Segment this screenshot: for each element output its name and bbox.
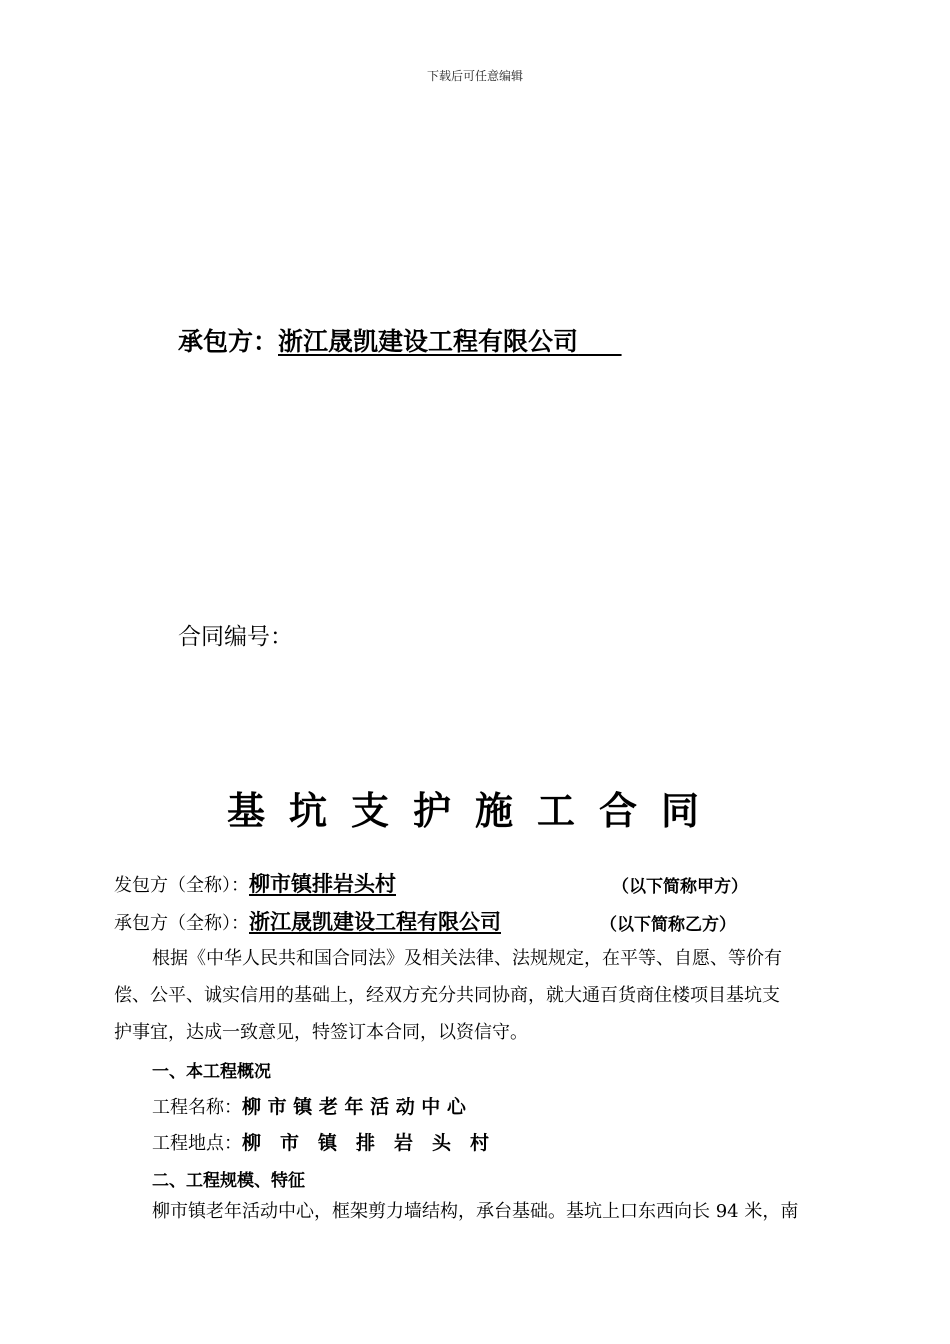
project-name-label: 工程名称： — [152, 1097, 242, 1118]
employer-name: 柳市镇排岩头村 — [249, 872, 396, 896]
employer-line — [114, 868, 396, 898]
section-2-heading: 二、工程规模、特征 — [152, 1171, 305, 1191]
cover-contractor-label: 承包方： — [178, 327, 279, 356]
employer-abbr: （以下简称甲方） — [612, 877, 748, 897]
project-name-line — [152, 1092, 466, 1119]
cover-contractor-name: 浙江晟凯建设工程有限公司 — [278, 327, 579, 356]
contractor-abbr-line — [600, 910, 736, 935]
contractor-abbr: （以下简称乙方） — [600, 915, 736, 935]
contractor-line — [114, 906, 501, 936]
project-location-label: 工程地点： — [152, 1133, 242, 1154]
contractor-name: 浙江晟凯建设工程有限公司 — [249, 910, 501, 934]
section-1-heading: 一、本工程概况 — [152, 1062, 271, 1082]
cover-contractor-line — [178, 322, 622, 358]
contract-number-label: 合同编号： — [178, 624, 293, 650]
contractor-label: 承包方（全称）： — [114, 913, 249, 934]
section-2-text: 柳市镇老年活动中心，框架剪力墙结构，承台基础。基坑上口东西向长 94 米，南 — [152, 1201, 799, 1222]
employer-label: 发包方（全称）： — [114, 875, 249, 896]
project-location-line — [152, 1128, 489, 1155]
project-name-value: 柳 市 镇 老 年 活 动 中 心 — [242, 1096, 466, 1118]
header-note: 下载后可任意编辑 — [426, 69, 523, 83]
preamble-line-1: 根据《中华人民共和国合同法》及相关法律、法规规定，在平等、自愿、等价有 — [152, 948, 782, 969]
document-title: 基坑支护施工合同 — [226, 789, 723, 833]
preamble-line-3: 护事宜，达成一致意见，特签订本合同，以资信守。 — [114, 1022, 528, 1043]
preamble-line-2: 偿、公平、诚实信用的基础上，经双方充分共同协商，就大通百货商住楼项目基坑支 — [114, 985, 780, 1006]
project-location-value: 柳 市 镇 排 岩 头 村 — [242, 1132, 490, 1154]
employer-abbr-line — [612, 872, 748, 897]
